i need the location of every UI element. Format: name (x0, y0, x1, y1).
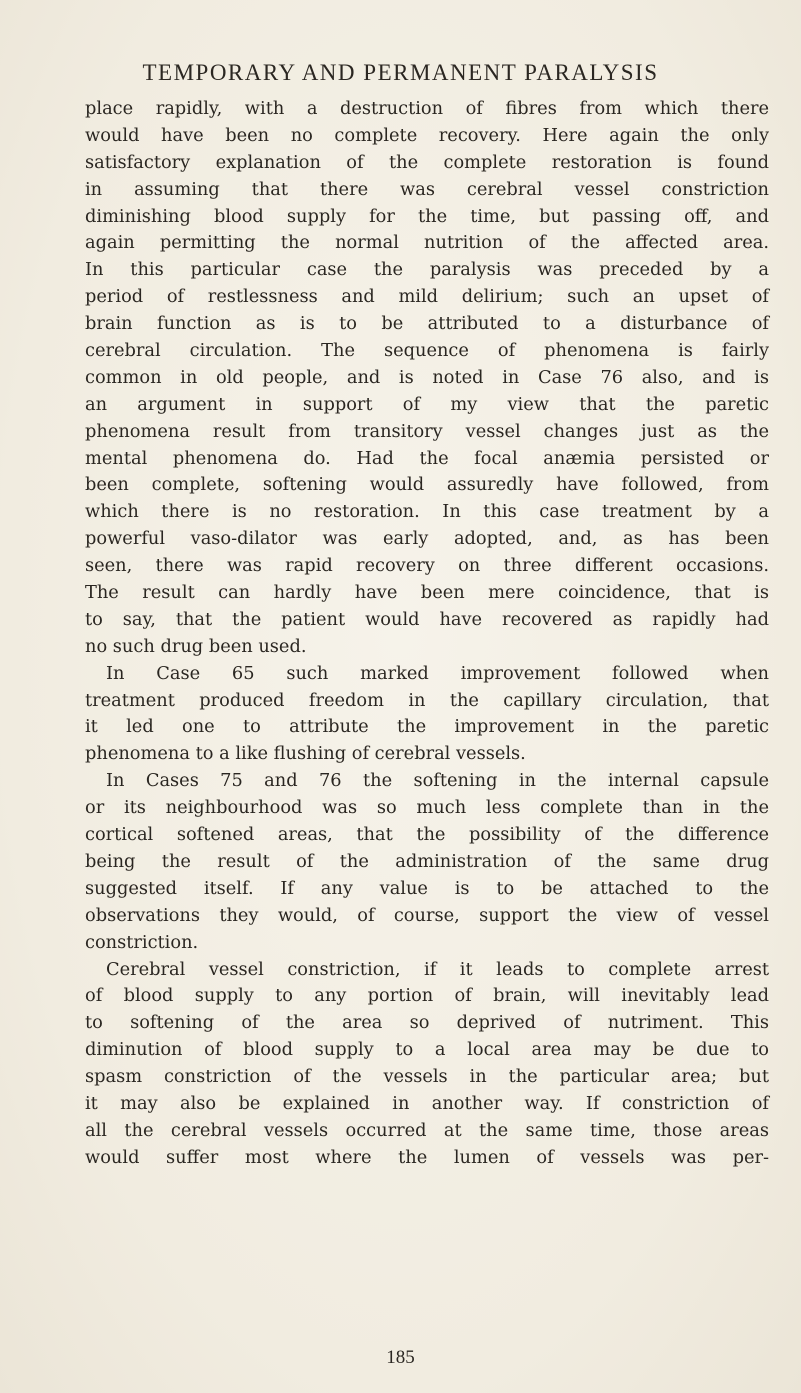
body-text (85, 96, 769, 1172)
text-line: cerebral circulation. The sequence of phenomena is fairly (85, 340, 769, 362)
text-line: place rapidly, with a destruction of fibres from which there (85, 98, 769, 119)
text-line: again permitting the normal nutrition of the affected area. (85, 232, 769, 254)
text-line: phenomena result from transitory vessel changes just as the (85, 420, 769, 442)
text-line: seen, there was rapid recovery on three different occasions. (85, 555, 769, 577)
text-line: diminishing blood supply for the time, but passing off, and (85, 205, 769, 227)
text-line: to softening of the area so deprived of nutriment. This (85, 1012, 769, 1034)
text-line: Cerebral vessel constriction, if it leads to complete arrest (106, 958, 769, 980)
text-line: suggested itself. If any value is to be attached to the (85, 877, 769, 899)
text-line: would suffer most where the lumen of vessels was per- (85, 1146, 769, 1168)
text-line: would have been no complete recovery. Here again the only (85, 124, 769, 146)
text-line: or its neighbourhood was so much less complete than in the (85, 797, 769, 819)
text-line: In Case 65 such marked improvement followed when (106, 662, 769, 684)
text-line: treatment produced freedom in the capillary circulation, that (85, 689, 769, 711)
running-head: TEMPORARY AND PERMANENT PARALYSIS (142, 60, 659, 85)
text-line: it led one to attribute the improvement in the paretic (85, 716, 769, 738)
text-line: brain function as is to be attributed to a disturbance of (85, 313, 769, 335)
text-line: been complete, softening would assuredly have followed, from (85, 474, 769, 496)
text-line: powerful vaso-dilator was early adopted, and, as has been (85, 528, 769, 550)
text-line: mental phenomena do. Had the focal anæmia persisted or (85, 447, 769, 469)
text-line: which there is no restoration. In this case treatment by a (85, 501, 769, 523)
text-line: no such drug been used. (85, 635, 307, 657)
text-line: observations they would, of course, support the view of vessel (85, 904, 769, 926)
text-line: to say, that the patient would have recovered as rapidly had (85, 608, 769, 630)
text-line: constriction. (85, 931, 199, 953)
text-line: it may also be explained in another way. If constriction of (85, 1092, 769, 1114)
text-line: In this particular case the paralysis was preceded by a (85, 259, 769, 281)
text-line: spasm constriction of the vessels in the particular area; but (85, 1066, 769, 1088)
text-line: of blood supply to any portion of brain, will inevitably lead (85, 985, 769, 1007)
text-line: phenomena to a like flushing of cerebral vessels. (85, 743, 526, 765)
text-line: In Cases 75 and 76 the softening in the internal capsule (106, 770, 769, 792)
page-number: 185 (386, 1347, 415, 1368)
text-line: satisfactory explanation of the complete restoration is found (85, 151, 769, 173)
text-line: The result can hardly have been mere coincidence, that is (85, 582, 769, 604)
text-line: common in old people, and is noted in Case 76 also, and is (85, 366, 769, 388)
text-line: all the cerebral vessels occurred at the same time, those areas (85, 1119, 769, 1141)
text-line: period of restlessness and mild delirium; such an upset of (85, 286, 769, 308)
text-line: diminution of blood supply to a local area may be due to (85, 1039, 769, 1061)
text-line: being the result of the administration of the same drug (85, 850, 769, 872)
text-line: cortical softened areas, that the possibility of the difference (85, 824, 769, 846)
text-line: an argument in support of my view that the paretic (85, 393, 769, 415)
text-line: in assuming that there was cerebral vessel constriction (85, 178, 769, 200)
